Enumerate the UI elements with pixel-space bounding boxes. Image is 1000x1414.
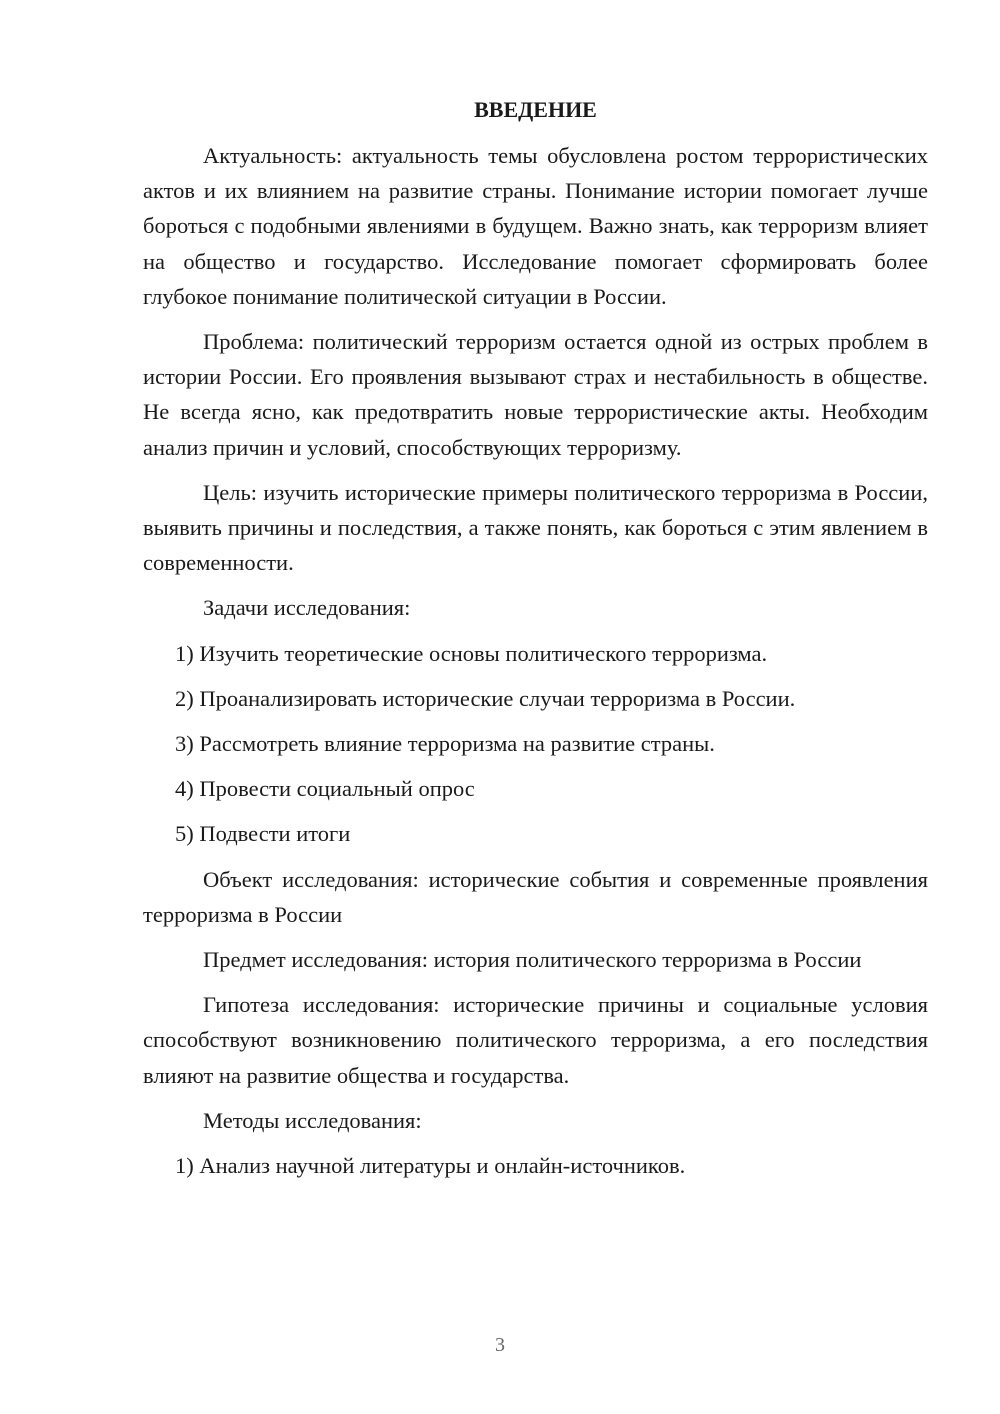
task-item-4: 4) Провести социальный опрос xyxy=(175,776,475,802)
document-page xyxy=(143,90,928,1183)
paragraph-gap xyxy=(143,932,928,942)
paragraph-gap xyxy=(143,314,928,324)
paragraph-gap xyxy=(143,1093,928,1103)
paragraph-gap xyxy=(143,1138,928,1148)
paragraph-gap xyxy=(143,761,928,771)
section-title: ВВЕДЕНИЕ xyxy=(474,97,597,122)
paragraph-gap xyxy=(143,465,928,475)
task-item-3: 3) Рассмотреть влияние терроризма на развитие страны. xyxy=(175,731,715,757)
problem-paragraph: Проблема: политический терроризм остается одной из острых проблем в истории России. Его проявления вызывают страх и нестабильность в обществе. Не всегда ясно, как предотвратить новые террористические акты. Необходим анализ причин и условий, способствующих терроризму. xyxy=(143,329,928,460)
task-item-5: 5) Подвести итоги xyxy=(175,821,351,847)
task-item-2: 2) Проанализировать исторические случаи терроризма в России. xyxy=(175,685,796,711)
task-item-1: 1) Изучить теоретические основы политического терроризма. xyxy=(175,640,768,666)
paragraph-gap xyxy=(143,977,928,987)
paragraph-gap xyxy=(143,580,928,590)
hypothesis-paragraph: Гипотеза исследования: исторические причины и социальные условия способствуют возникновению политического терроризма, а его последствия влияют на развитие общества и государства. xyxy=(143,992,928,1088)
method-item-1: 1) Анализ научной литературы и онлайн-источников. xyxy=(175,1153,686,1179)
goal-paragraph: Цель: изучить исторические примеры политического терроризма в России, выявить причины и последствия, а также понять, как бороться с этим явлением в современности. xyxy=(143,479,928,576)
paragraph-gap xyxy=(143,671,928,681)
paragraph-gap xyxy=(143,716,928,726)
tasks-heading: Задачи исследования: xyxy=(203,595,411,621)
object-paragraph: Объект исследования: исторические события и современные проявления терроризма в России xyxy=(143,866,928,927)
paragraph-gap xyxy=(143,806,928,816)
relevance-paragraph: Актуальность: актуальность темы обусловлена ростом террористических актов и их влиянием на развитие страны. Понимание истории помогает лучше бороться с подобными явлениями в будущем. Важно знать, как терроризм влияет на общество и государство. Исследование помогает сформировать более глубокое понимание политической ситуации в России. xyxy=(143,143,928,309)
methods-heading: Методы исследования: xyxy=(203,1107,422,1133)
paragraph-gap xyxy=(143,852,928,862)
subject-paragraph: Предмет исследования: история политического терроризма в России xyxy=(203,947,862,973)
paragraph-gap xyxy=(143,626,928,636)
page-number: 3 xyxy=(495,1334,505,1356)
